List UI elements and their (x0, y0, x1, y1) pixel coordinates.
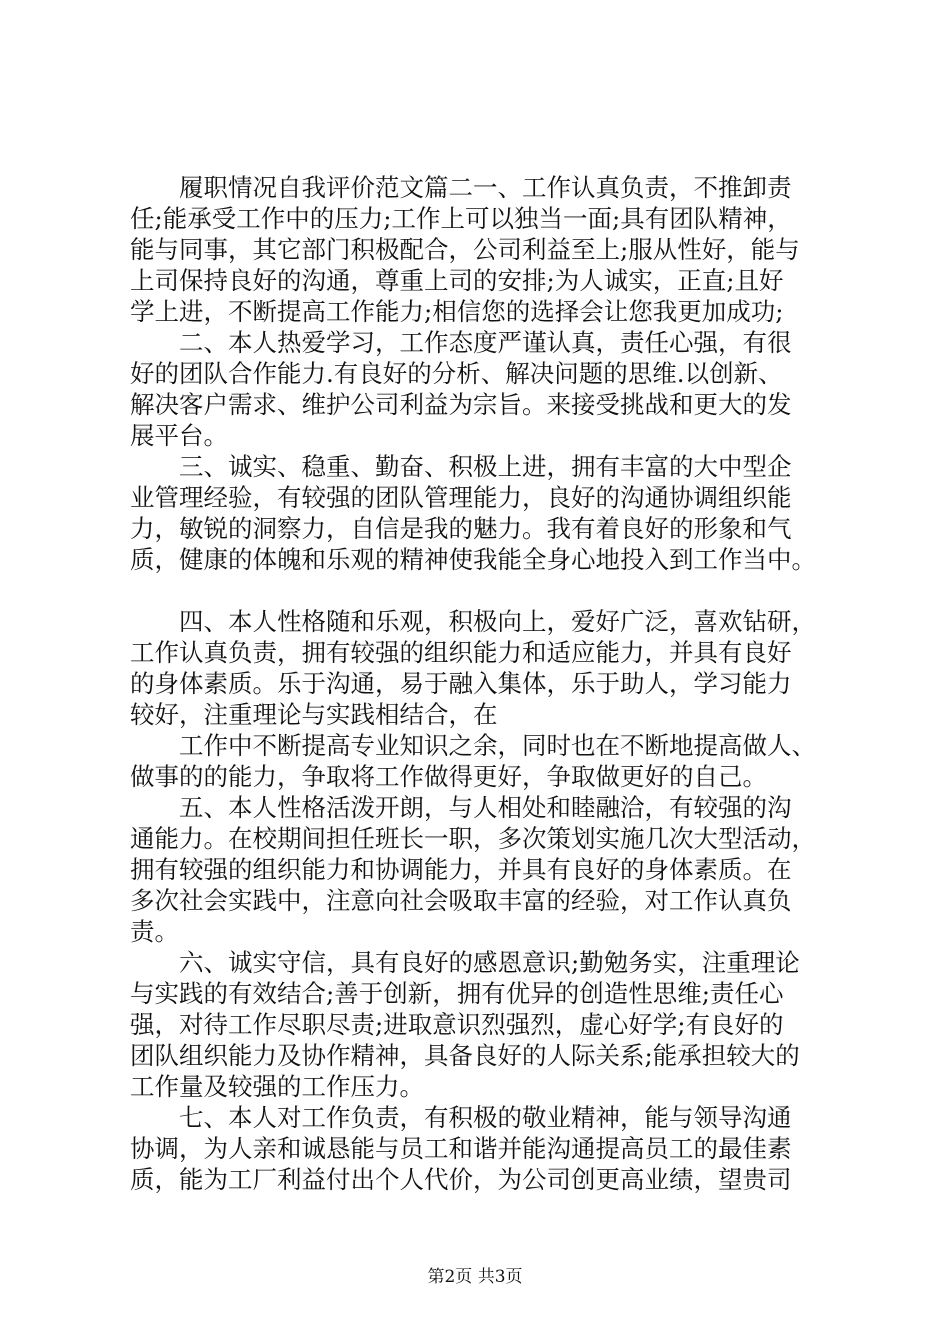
text-line: 的身体素质。乐于沟通，易于融入集体，乐于助人，学习能力 (130, 669, 792, 698)
text-line: 上司保持良好的沟通，尊重上司的安排;为人诚实，正直;且好 (130, 266, 784, 295)
text-line: 拥有较强的组织能力和协调能力，并具有良好的身体素质。在 (130, 855, 792, 884)
document-body (130, 172, 830, 1195)
text-line: 展平台。 (130, 421, 228, 450)
paragraph-2 (130, 327, 830, 451)
paragraph-1 (130, 172, 830, 327)
text-line: 学上进，不断提高工作能力;相信您的选择会让您我更加成功; (130, 297, 784, 326)
page-footer (0, 1262, 950, 1287)
text-line: 好的团队合作能力.有良好的分析、解决问题的思维.以创新、 (130, 359, 783, 388)
paragraph-7 (130, 947, 830, 1102)
text-line: 协调，为人亲和诚恳能与员工和谐并能沟通提高员工的最佳素 (130, 1134, 792, 1163)
text-line: 强，对待工作尽职尽责;进取意识烈强烈，虚心好学;有良好的 (130, 1010, 784, 1039)
text-line: 团队组织能力及协作精神，具备良好的人际关系;能承担较大的 (130, 1041, 800, 1070)
paragraph-4 (130, 606, 830, 730)
text-line: 二、本人热爱学习，工作态度严谨认真，责任心强，有很 (179, 328, 792, 357)
text-line: 工作中不断提高专业知识之余，同时也在不断地提高做人、 (179, 731, 816, 760)
text-line: 责。 (130, 917, 179, 946)
text-line: 质，能为工厂利益付出个人代价，为公司创更高业绩，望贵司 (130, 1165, 792, 1194)
text-line: 六、诚实守信，具有良好的感恩意识;勤勉务实，注重理论 (179, 948, 800, 977)
text-line: 解决客户需求、维护公司利益为宗旨。来接受挑战和更大的发 (130, 390, 792, 419)
text-line: 业管理经验，有较强的团队管理能力，良好的沟通协调组织能 (130, 483, 792, 512)
text-line: 四、本人性格随和乐观，积极向上，爱好广泛，喜欢钻研， (179, 607, 816, 636)
paragraph-3 (130, 451, 830, 575)
text-line: 七、本人对工作负责，有积极的敬业精神，能与领导沟通 (179, 1103, 792, 1132)
text-line: 通能力。在校期间担任班长一职，多次策划实施几次大型活动， (130, 824, 816, 853)
text-line: 履职情况自我评价范文篇二一、工作认真负责，不推卸责 (179, 173, 792, 202)
paragraph-8 (130, 1102, 830, 1195)
text-line: 五、本人性格活泼开朗，与人相处和睦融洽，有较强的沟 (179, 793, 792, 822)
text-line: 做事的的能力，争取将工作做得更好，争取做更好的自己。 (130, 762, 767, 791)
text-line: 任;能承受工作中的压力;工作上可以独当一面;具有团队精神， (130, 204, 792, 233)
text-line: 力，敏锐的洞察力，自信是我的魅力。我有着良好的形象和气 (130, 514, 792, 543)
text-line: 与实践的有效结合;善于创新，拥有优异的创造性思维;责任心 (130, 979, 784, 1008)
text-line: 三、诚实、稳重、勤奋、积极上进，拥有丰富的大中型企 (179, 452, 792, 481)
page-number-label: 第2页 共3页 (427, 1267, 523, 1287)
text-line: 质，健康的体魄和乐观的精神使我能全身心地投入到工作当中。 (130, 545, 816, 574)
paragraph-6 (130, 792, 830, 947)
paragraph-5 (130, 730, 830, 792)
text-line: 能与同事，其它部门积极配合，公司利益至上;服从性好，能与 (130, 235, 800, 264)
text-line: 工作量及较强的工作压力。 (130, 1072, 424, 1101)
text-line: 工作认真负责，拥有较强的组织能力和适应能力，并具有良好 (130, 638, 792, 667)
text-line: 较好，注重理论与实践相结合，在 (130, 700, 498, 729)
text-line: 多次社会实践中，注意向社会吸取丰富的经验，对工作认真负 (130, 886, 792, 915)
